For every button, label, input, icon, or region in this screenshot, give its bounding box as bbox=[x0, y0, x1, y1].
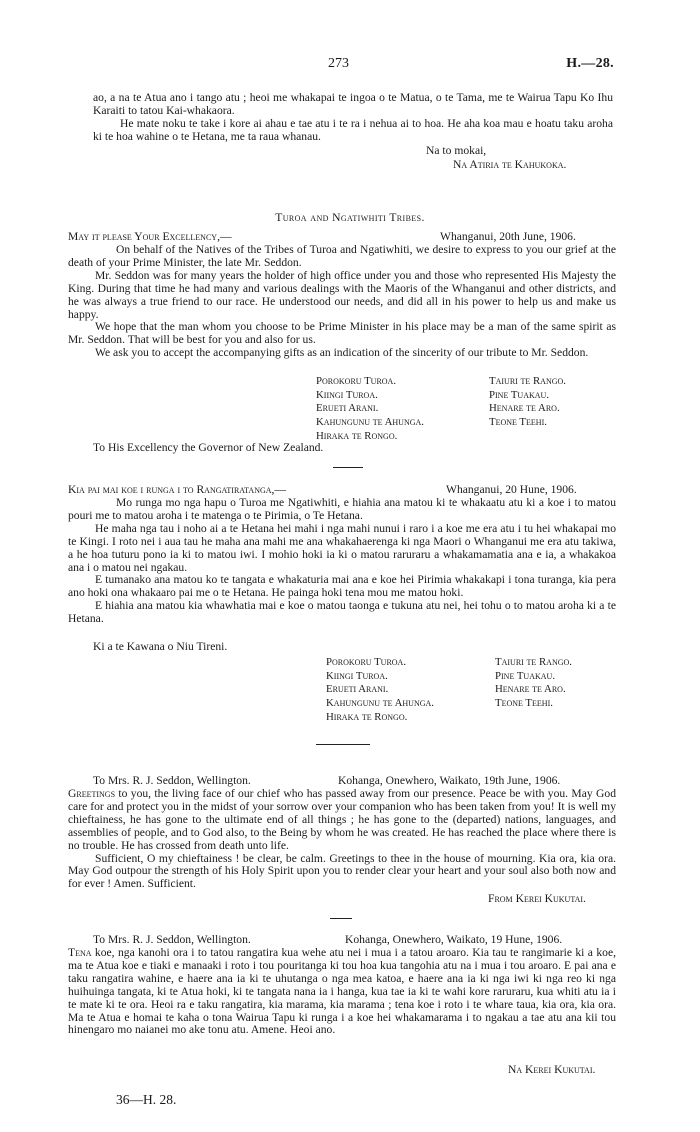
letter-2-place-date: Whanganui, 20th June, 1906. bbox=[440, 230, 576, 243]
separator-rule bbox=[330, 918, 352, 919]
letter-5-paragraph-1-text: koe, nga kanohi ora i to tatou rangatira kua wehe atu nei i mua i a tatou aroaro. Kia tau te rangimarie ki a koe, ma te Atua koe e tiaki e manaaki i roto i tou pouritanga ki tou hoa kua tangohia atu na i mua i tou aroaro. E pai ana e taku rangatira wahine, e haere ana ia ki te uhutanga o nga mea katoa, e haere ana ia ki nga iwi ki nga reo ki nga huihuinga tangata, ki te Atua hoki, ki te tangata nana ia i hanga, kua tae ia ki te wahi kore raruraru, kua whiti atu ia i te mate ki te ora. Heoi ra e taku rangatira, kia marama, kia marama ; tena koe i roto i te whare taua, kia ora, kia ora. Ma te Atua e homai te kaha o tona Wairua Tapu ki runga i a koe hei whakamarama i to ngakau a tae atu ana kii tou hinengaro mo naianei mo ake tonu atu. Amene. Heoi ano. bbox=[68, 946, 616, 1037]
letter-4-addressee: To Mrs. R. J. Seddon, Wellington. bbox=[93, 774, 251, 787]
letter-2-paragraph-1: On behalf of the Natives of the Tribes of Turoa and Ngatiwhiti, we desire to express to you our grief at the death of your Prime Minister, the late Mr. Seddon. bbox=[68, 243, 616, 269]
letter-4-place-date: Kohanga, Onewhero, Waikato, 19th June, 1906. bbox=[338, 774, 561, 787]
separator-rule bbox=[316, 744, 370, 745]
signatory: Taiuri te Rango. bbox=[495, 656, 572, 668]
letter-3-addressee: Ki a te Kawana o Niu Tireni. bbox=[93, 640, 228, 653]
document-reference: H.—28. bbox=[566, 56, 614, 71]
signatory: Erueti Arani. bbox=[326, 683, 389, 696]
signatory: Taiuri te Rango. bbox=[489, 375, 566, 387]
letter-5-addressee: To Mrs. R. J. Seddon, Wellington. bbox=[93, 933, 251, 946]
letter-5-body bbox=[68, 947, 616, 1037]
letter-2-paragraph-3: We hope that the man whom you choose to be Prime Minister in his place may be a man of the same spirit as Mr. Seddon. That will be best for you and also for us. bbox=[68, 320, 616, 347]
letter-1-closing: Na to mokai, bbox=[426, 144, 487, 157]
letter-3-paragraph-1: Mo runga mo nga hapu o Turoa me Ngatiwhiti, e hiahia ana matou ki te whakaatu atu ki a koe i to matou pouri me to matou aroha i te matenga o te Pirimia, o Te Hetana. bbox=[68, 496, 616, 522]
signatory: Henare te Aro. bbox=[489, 402, 560, 415]
letter-4-signature: From Kerei Kukutai. bbox=[488, 892, 586, 905]
letter-3-signatories-right bbox=[495, 656, 572, 711]
page-header bbox=[0, 58, 700, 78]
signatory: Erueti Arani. bbox=[316, 402, 379, 415]
letter-4-body bbox=[68, 788, 616, 891]
letter-3-body bbox=[68, 497, 616, 626]
letter-2-signatories-right bbox=[489, 375, 566, 430]
separator-rule bbox=[333, 467, 363, 468]
letter-5-place-date: Kohanga, Onewhero, Waikato, 19 Hune, 1906. bbox=[345, 933, 563, 946]
letter-5-signature: Na Kerei Kukutai. bbox=[508, 1063, 596, 1076]
section-title: Turoa and Ngatiwhiti Tribes. bbox=[275, 211, 425, 224]
signatory: Hiraka te Rongo. bbox=[326, 710, 408, 723]
signatory: Pine Tuakau. bbox=[495, 669, 556, 682]
letter-2-salutation: May it please Your Excellency,— bbox=[68, 230, 232, 243]
letter-3-paragraph-3: E tumanako ana matou ko te tangata e whakaturia mai ana e koe hei Pirimia whakakapi i tona turanga, kia pera ano hoki ona whakaaro pai me o te Hetana. He painga hoki tena mou me matou hoki. bbox=[68, 573, 616, 600]
letter-1-continuation bbox=[93, 92, 613, 144]
letter-3-paragraph-2: He maha nga tau i noho ai a te Hetana hei mahi i nga mahi nunui i raro i a koe me era atu i tu hei whakapai mo te Kingi. I roto nei i aua tau he maha ana mahi me ana whakahaerenga ki nga Maori o Whanganui me era atu takiwa, a he hoa tuturu pono ia ki to matou iwi. I mohio hoki ia ki o matou raruraru a whakamamatia ana e ia, a whakakoa ana i o matou nei ngakau. bbox=[68, 521, 616, 574]
signatory: Henare te Aro. bbox=[495, 683, 566, 696]
letter-2-signatories-left bbox=[316, 375, 424, 443]
letter-4-paragraph-2: Sufficient, O my chieftainess ! be clear, be calm. Greetings to thee in the house of mourning. Kia ora, kia ora. May God outpour the strength of his Holy Spirit upon you to render clear your heart and your soul also both now and for ever ! Amen. Sufficient. bbox=[68, 851, 616, 891]
letter-4-opening-word: Greetings bbox=[68, 787, 116, 800]
letter-2-paragraph-4: We ask you to accept the accompanying gifts as an indication of the sincerity of our tribute to Mr. Seddon. bbox=[95, 346, 589, 360]
printer-signature-mark: 36—H. 28. bbox=[116, 1092, 177, 1107]
signatory: Kiingi Turoa. bbox=[316, 388, 378, 401]
signatory: Teone Teehi. bbox=[489, 416, 547, 429]
page-number: 273 bbox=[328, 56, 349, 71]
letter-3-paragraph-4: E hiahia ana matou kia whawhatia mai e koe o matou taonga e tukuna atu nei, hei tohu o to matou aroha ki a te Hetana. bbox=[68, 599, 616, 626]
signatory: Kahungunu te Ahunga. bbox=[316, 416, 424, 429]
letter-4-paragraph-1-text: to you, the living face of our chief who has passed away from our presence. Peace be with you. May God care for and protect you in the midst of your sorrow over your companion who has been taken from you! It is well my chieftainess, he has gone to the ultimate end of all things ; he has gone to the (departed) nations, languages, and assemblies of people, and to God also, to the Being by whom he was created. He has reached the place where there is no trouble. He has crossed from death unto life. bbox=[68, 787, 616, 852]
letter-2-paragraph-2: Mr. Seddon was for many years the holder of high office under you and those who represented His Majesty the King. During that time he had many and various dealings with the Maoris of the Whanganui and other districts, and he was always a true friend to our race. He understood our needs, and did all in his power to help us and make us happy. bbox=[68, 268, 616, 321]
letter-3-signatories-left bbox=[326, 656, 434, 724]
signatory: Kiingi Turoa. bbox=[326, 669, 388, 682]
letter-3-place-date: Whanganui, 20 Hune, 1906. bbox=[446, 483, 577, 496]
signatory: Porokoru Turoa. bbox=[316, 375, 397, 387]
signatory: Kahungunu te Ahunga. bbox=[326, 697, 434, 710]
signatory: Teone Teehi. bbox=[495, 697, 553, 710]
letter-5-opening-word: Tena bbox=[68, 946, 92, 959]
letter-1-paragraph-2: He mate noku te take i kore ai ahau e tae atu i te ra i nehua ai to hoa. He aha koa mau e hoatu taku aroha ki te hoa wahine o te Hetana, me ta raua whanau. bbox=[93, 116, 613, 143]
signatory: Hiraka te Rongo. bbox=[316, 429, 398, 442]
letter-2-body bbox=[68, 244, 616, 360]
letter-1-signature: Na Atiria te Kahukoka. bbox=[453, 158, 567, 171]
letter-2-addressee: To His Excellency the Governor of New Zealand. bbox=[93, 441, 324, 454]
signatory: Pine Tuakau. bbox=[489, 388, 550, 401]
letter-3-salutation: Kia pai mai koe i runga i to Rangatiratanga,— bbox=[68, 483, 287, 496]
signatory: Porokoru Turoa. bbox=[326, 656, 407, 668]
letter-5-paragraph-1 bbox=[68, 947, 616, 1037]
letter-4-paragraph-1 bbox=[68, 788, 616, 853]
letter-1-paragraph-1: ao, a na te Atua ano i tango atu ; heoi me whakapai te ingoa o te Matua, o te Tama, me te Wairua Tapu Ko Ihu Karaiti to tatou Kai-whakaora. bbox=[93, 91, 613, 117]
